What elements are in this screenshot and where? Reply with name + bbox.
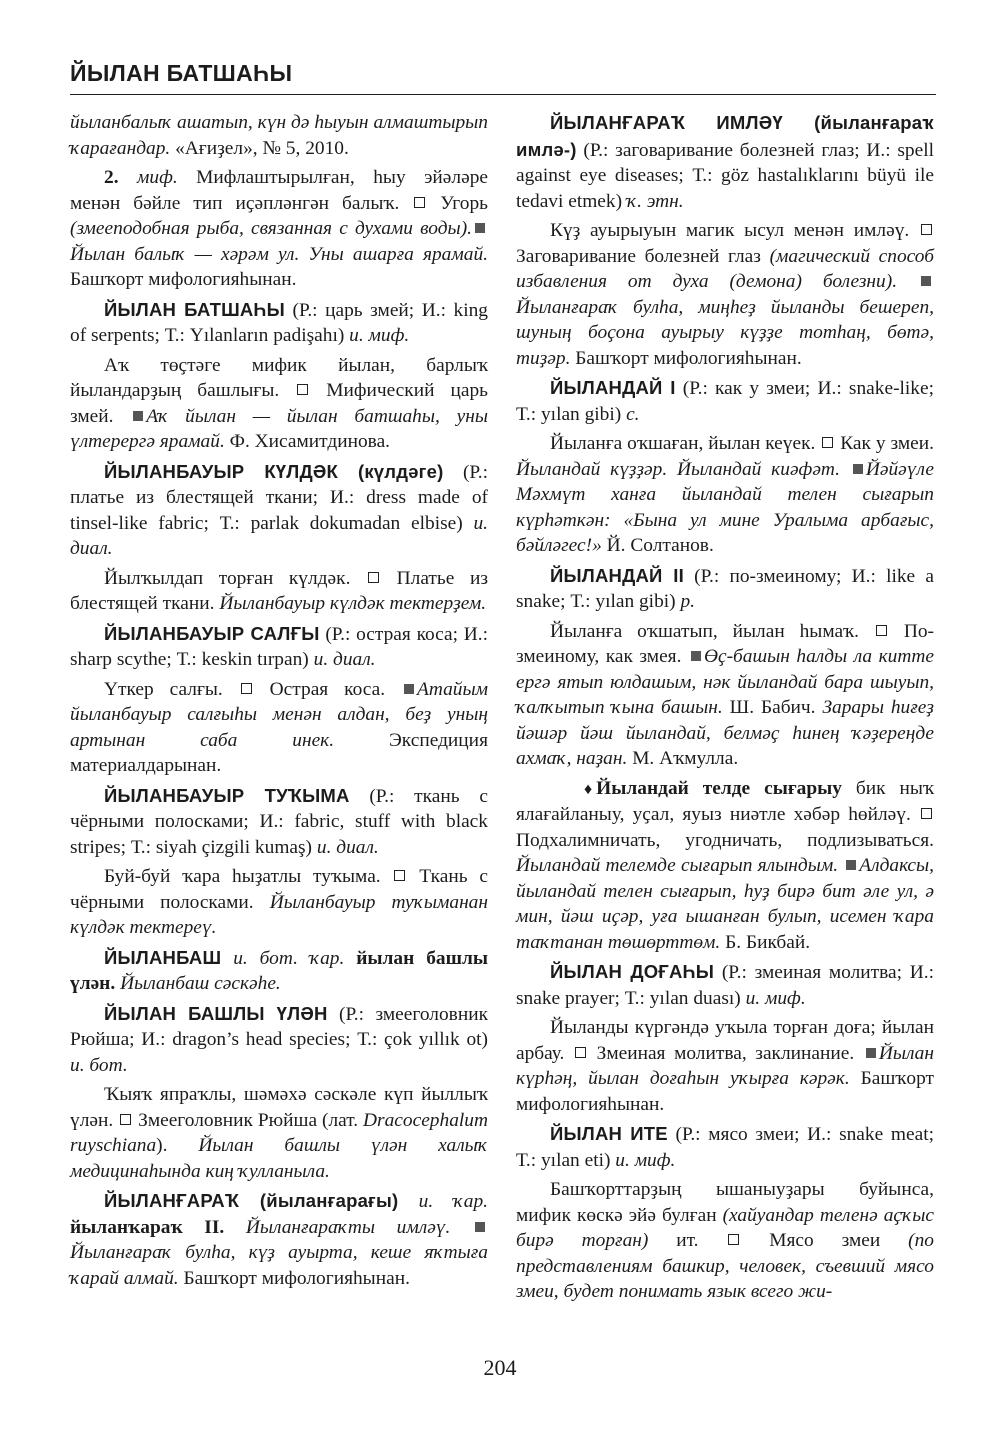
dictionary-paragraph — [516, 563, 934, 615]
headword: ЙЫЛАН ИТЕ — [550, 1123, 668, 1144]
italic-text: Йыландай телемде сығарып ялындым. — [516, 855, 839, 876]
text-run: Острая коса. — [253, 678, 402, 700]
text-run: По-змеиному, как змея. — [516, 620, 934, 667]
text-run: Платье из блестящей ткани. — [70, 567, 488, 614]
italic-text: и. диал. — [313, 649, 376, 670]
headword: ЙЫЛАНДАЙ II — [550, 564, 684, 586]
text-run: ). — [156, 1135, 199, 1156]
italic-text: Йылан күрһәң, йылан доғаһын уҡырға кәрәк. — [516, 1042, 934, 1089]
dictionary-paragraph — [70, 864, 488, 941]
dictionary-paragraph — [70, 677, 488, 779]
text-run: (Р.: заговаривание болезней глаз; И.: spell against eye diseases; Т.: göz hastalıklarını büyü ile tedavi etmek) — [516, 139, 934, 212]
idiom-diamond-icon: ♦ — [584, 780, 593, 798]
translation-marker-icon — [876, 625, 887, 636]
example-marker-icon — [866, 1048, 876, 1058]
headword: ЙЫЛАНБАУЫР САЛҒЫ — [104, 622, 320, 644]
italic-text: Аҡ йылан — йылан батшаһы, уны үлтерергә ярамай. — [70, 405, 488, 452]
text-run: Ткань с чёрными полосками. — [70, 866, 488, 913]
text-run: Йыланды күргәндә уҡыла торған доға; йылан арбау. — [516, 1017, 934, 1064]
text-run: Ш. Бабич. — [722, 697, 823, 718]
italic-text: и. миф. — [745, 987, 806, 1009]
text-run — [840, 459, 850, 480]
translation-marker-icon — [921, 224, 932, 235]
italic-text: Йылан башлы үлән халыҡ медицинаһында киң ҡулланыла. — [70, 1135, 489, 1182]
text-run: (Р.: змеиная молитва; И.: snake prayer; Т.: yılan duası) — [516, 962, 934, 1009]
text-run: (Р.: острая коса; И.: sharp scythe; Т.: keskin tırpan) — [70, 623, 488, 670]
translation-marker-icon — [728, 1234, 739, 1245]
text-run: Мясо змеи — [741, 1230, 909, 1251]
text-run: Башҡорт мифологияһынан. — [570, 347, 802, 369]
dictionary-paragraph — [516, 619, 934, 772]
text-run — [344, 948, 356, 969]
text-run: Змеиная молитва, заклинание. — [588, 1042, 863, 1064]
italic-text: и. бот. ҡар. — [233, 947, 345, 969]
italic-text: Атайым йыланбауыр салғыһы менән алдан, беҙ уның артынан саба инек. — [70, 678, 488, 751]
text-run: Йыланға оҡшаған, йылан кеүек. — [550, 433, 821, 454]
italic-text: Зарары һиғеҙ йәшәр йәш йыландай, белмәҫ һинең ҡәҙереңде ахмаҡ, наҙан. — [516, 697, 934, 769]
italic-text: Йыланбаш сәскәһе. — [120, 973, 281, 994]
right-column — [516, 110, 934, 1309]
text-run: (Р.: змееголовник Рюйша; И.: dragon’s head species; Т.: çok yıllık ot) — [70, 1003, 488, 1050]
headword: ЙЫЛАНБАУЫР ТУҠЫМА — [104, 784, 350, 806]
dictionary-paragraph — [70, 621, 488, 673]
dictionary-paragraph — [70, 1001, 488, 1079]
dictionary-paragraph — [70, 353, 488, 455]
italic-text: и. диал. — [70, 512, 488, 559]
text-run — [897, 271, 918, 292]
dictionary-paragraph — [70, 1188, 488, 1291]
bold-text: 2. — [104, 167, 119, 188]
italic-text: Йыландай күҙҙәр. Йыландай киәфәт. — [516, 458, 841, 480]
text-run — [398, 1191, 418, 1212]
headword: ЙЫЛАНҒАРАҠ (йыланғарағы) — [104, 1190, 399, 1211]
example-marker-icon — [846, 860, 856, 870]
text-run: Змееголовник Рюйша (лат. — [133, 1109, 364, 1131]
translation-marker-icon — [394, 870, 405, 881]
translation-marker-icon — [241, 683, 252, 694]
dictionary-paragraph — [516, 1121, 934, 1173]
italic-text: Йыланбауыр туҡыманан күлдәк тектереү. — [70, 891, 489, 938]
example-marker-icon — [133, 411, 143, 421]
text-run — [450, 1217, 472, 1238]
dictionary-paragraph — [516, 375, 934, 427]
dictionary-paragraph — [516, 110, 934, 214]
example-marker-icon — [475, 1222, 485, 1232]
italic-text: Йылан балыҡ — хәрәм ул. Уны ашарға ярамай. — [70, 243, 488, 265]
text-run: Как у змеи. — [835, 433, 934, 454]
dictionary-paragraph — [516, 959, 934, 1011]
text-run: (Р.: царь змей; И.: king of serpents; Т.: Yılanların padişahı) — [70, 299, 488, 346]
example-marker-icon — [691, 651, 701, 661]
left-column — [70, 110, 488, 1295]
text-run: «Ағиҙел», № 5, 2010. — [170, 137, 349, 159]
running-head: ЙЫЛАН БАТШАҺЫ — [70, 60, 293, 86]
text-run — [224, 1217, 246, 1238]
text-run: Башҡорт мифологияһынан. — [70, 269, 297, 290]
text-run: Буй-буй ҡара һыҙатлы туҡыма. — [104, 866, 393, 887]
page-number: 204 — [483, 1355, 517, 1380]
dictionary-paragraph — [516, 1015, 934, 1117]
text-run: Ф. Хисамитдинова. — [224, 431, 391, 452]
translation-marker-icon — [120, 1114, 131, 1125]
text-run — [221, 948, 233, 969]
text-run — [119, 167, 137, 188]
dictionary-paragraph — [70, 165, 488, 293]
italic-text: (по представлениям башкир, человек, съевший мясо змеи, будет понимать язык всего жи- — [516, 1230, 935, 1302]
italic-text: (змееподобная рыба, связанная с духами воды). — [70, 218, 472, 239]
italic-text: Алдаксы, йыландай телен сығарып, һуҙ бирә бит әле ул, ә мин, йәш иҫәр, уға ышанған булып, исемен ҡара таҡтанан төшөрттөм. — [516, 855, 934, 953]
italic-text: р. — [680, 591, 696, 612]
text-run: Башҡорт мифологияһынан. — [178, 1267, 410, 1289]
dictionary-paragraph — [70, 459, 488, 562]
headword: ЙЫЛАН БАШЛЫ ҮЛӘН — [104, 1002, 328, 1024]
dictionary-paragraph — [516, 431, 934, 559]
text-run: Ҡыяҡ япраҡлы, шәмәхә сәскәле күп йыллыҡ үлән. — [70, 1084, 488, 1131]
translation-marker-icon — [575, 1047, 586, 1058]
text-run: Й. Солтанов. — [601, 535, 714, 556]
text-run: Күҙ ауырыуын магик ысул менән имләү. — [550, 220, 919, 241]
text-run: Башҡорттарҙың ышаныуҙары буйынса, мифик көскә эйә булған — [516, 1179, 934, 1226]
dictionary-paragraph — [70, 110, 488, 161]
dictionary-paragraph — [516, 776, 934, 956]
text-run: (Р.: платье из блестящей ткани; И.: dress made of tinsel-like fabric; Т.: parlak dokumadan elbise) — [70, 461, 488, 534]
text-run: Аҡ төҫтәге мифик йылан, барлыҡ йыландарҙың башлығы. — [70, 354, 488, 401]
italic-text: йыланбалыҡ ашатып, күн дә һыуын алмаштырып ҡарағандар. — [70, 112, 488, 159]
italic-text: Йәйәүле Мәхмүт ханға йыландай телен сығарып күрһәткән: «Бына ул мине Уралыма арбағыс, бәйләгес!» — [516, 458, 934, 556]
example-marker-icon — [921, 276, 931, 286]
italic-text: и. миф. — [349, 325, 410, 346]
text-run — [838, 855, 843, 876]
text-run: Мифлаштырылған, һыу эйәләре менән бәйле тип иҫәпләнгән балыҡ. — [70, 167, 488, 214]
bold-text: йыланҡараҡ II. — [70, 1216, 225, 1238]
text-run: (Р.: как у змеи; И.: snake-like; Т.: yılan gibi) — [516, 378, 934, 425]
example-marker-icon — [404, 684, 414, 694]
dictionary-paragraph — [516, 218, 934, 371]
headword: ЙЫЛАН БАТШАҺЫ — [104, 298, 285, 320]
italic-text: и. бот. — [70, 1054, 128, 1076]
headword: ЙЫЛАНДАЙ I — [550, 377, 676, 398]
dictionary-paragraph — [70, 297, 488, 349]
text-run: Экспедиция материалдарынан. — [70, 729, 488, 776]
italic-text: Dracocephalum ruyschiana — [70, 1109, 488, 1156]
text-run: Заговаривание болезней глаз — [516, 245, 770, 267]
text-run: (Р.: по-змеиному; И.: like a snake; Т.: yılan gibi) — [516, 565, 934, 612]
dictionary-paragraph — [70, 945, 488, 997]
italic-text: (хайуандар теленә аҫҡыс бирә торған) — [516, 1204, 934, 1251]
italic-text: и. диал. — [316, 836, 379, 858]
italic-text: и. ҡар. — [418, 1191, 488, 1212]
text-run: Подхалимничать, угодничать, подлизываться. — [516, 829, 934, 851]
example-marker-icon — [853, 464, 863, 474]
text-run: Йыланға оҡшатып, йылан һымаҡ. — [550, 620, 874, 642]
italic-text: ҡ. этн. — [626, 190, 684, 212]
text-run: (Р.: ткань с чёрными полосками; И.: fabric, stuff with black stripes; Т.: siyah çizgili kumaş) — [70, 785, 488, 858]
text-run: бик ныҡ ялағайланыу, уҫал, яуыз ниәтле хәбәр һөйләү. — [516, 777, 934, 825]
italic-text: миф. — [137, 167, 178, 188]
bold-text: Йыландай телде сығарыу — [596, 777, 842, 799]
italic-text: с. — [626, 403, 640, 425]
text-run: Мифический царь змей. — [70, 380, 488, 427]
bold-text: йылан башлы үлән. — [70, 947, 488, 994]
italic-text: Өҫ-башын һалды ла китте ергә ятып юлдашым, нәк йыландай бара шыуып, ҡалҡытып ҡына башын. — [516, 646, 934, 718]
translation-marker-icon — [822, 437, 833, 448]
dictionary-paragraph — [70, 566, 488, 617]
italic-text: Йыланбауыр күлдәк тектерҙем. — [219, 593, 487, 614]
dictionary-paragraph — [516, 1177, 934, 1305]
italic-text: (магический способ избавления от духа (демона) болезни). — [516, 245, 934, 292]
headword: ЙЫЛАН ДОҒАҺЫ — [550, 961, 715, 982]
translation-marker-icon — [297, 384, 308, 395]
dictionary-paragraph — [70, 783, 488, 861]
italic-text: и. миф. — [615, 1149, 676, 1171]
headword: ЙЫЛАНБАУЫР КҮЛДӘК (күлдәге) — [104, 460, 444, 482]
translation-marker-icon — [921, 808, 932, 819]
text-run: Башҡорт мифологияһынан. — [516, 1068, 935, 1115]
dictionary-paragraph — [70, 1082, 488, 1184]
text-run: Угорь — [427, 192, 488, 214]
headword: ЙЫЛАНҒАРАҠ ИМЛӘҮ (йыланғараҡ имлә-) — [516, 112, 934, 160]
translation-marker-icon — [368, 572, 379, 583]
italic-text: Йыланғараҡ булһа, күҙ ауырта, кеше яҡтыға ҡарай алмай. — [70, 1242, 488, 1289]
text-run: (Р.: мясо змеи; И.: snake meat; Т.: yılan eti) — [516, 1124, 934, 1171]
example-marker-icon — [475, 223, 485, 233]
headword: ЙЫЛАНБАШ — [104, 946, 222, 968]
text-run: ит. — [648, 1230, 727, 1251]
italic-text: Йыланғараҡты имләү. — [245, 1216, 451, 1238]
translation-marker-icon — [414, 197, 425, 208]
text-run: Үткер салғы. — [104, 678, 239, 700]
text-run: Б. Бикбай. — [720, 931, 811, 953]
text-run: Йылҡылдап торған күлдәк. — [104, 567, 367, 589]
header-rule — [70, 94, 936, 95]
text-run: М. Аҡмулла. — [627, 748, 739, 769]
italic-text: Йыланғараҡ булһа, миңһеҙ йыланды бешереп, шуның боҫона ауырыу күҙҙе тотһаң, бөтә, тиҙәр. — [516, 296, 934, 369]
